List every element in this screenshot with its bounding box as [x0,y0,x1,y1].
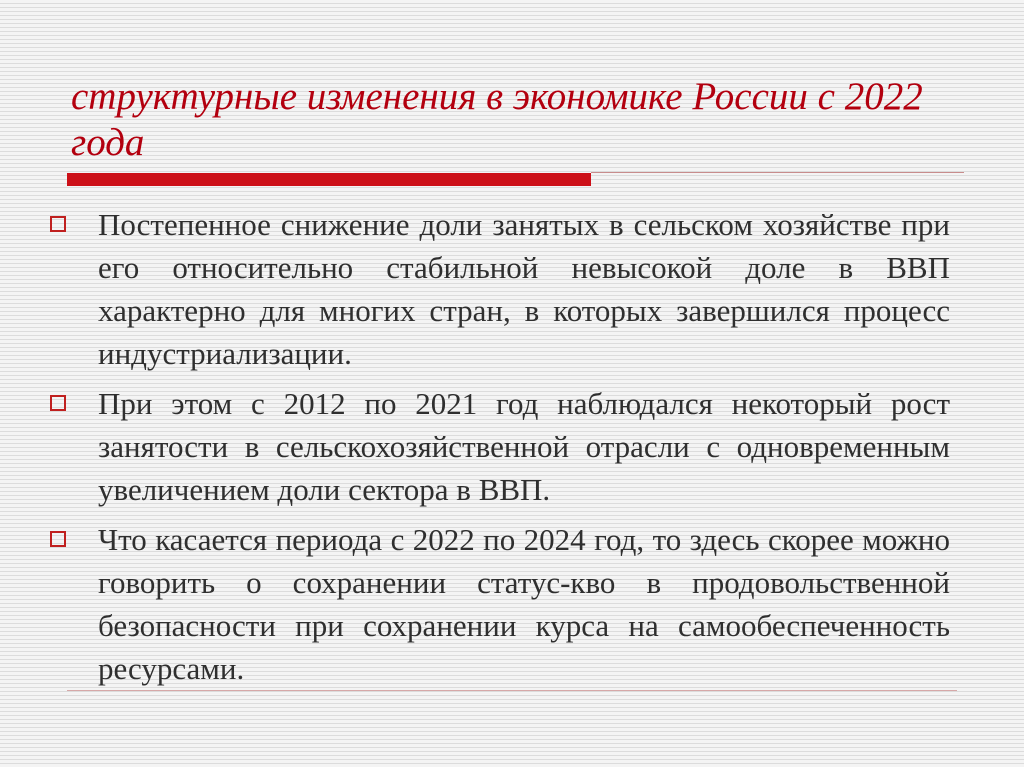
bullet-item [48,382,950,511]
title-underline-thin [591,172,964,173]
bottom-divider [67,690,957,691]
title-underline-thick [67,173,591,186]
hollow-square-bullet-icon [50,216,66,232]
bullet-text: Постепенное снижение доли занятых в сельском хозяйстве при его относительно стабильной невысокой доле в ВВП характерно для многих стран, в которых завершился процесс индустриализации. [98,207,950,371]
bullet-text: Что касается периода с 2022 по 2024 год, то здесь скорее можно говорить о сохранении статус-кво в продовольственной безопасности при сохранении курса на самообеспеченность ресурсами. [98,522,950,686]
slide-title: структурные изменения в экономике России с 2022 года [71,75,923,164]
bullet-item [48,518,950,690]
hollow-square-bullet-icon [50,531,66,547]
bullet-text: При этом с 2012 по 2021 год наблюдался некоторый рост занятости в сельскохозяйственной отрасли с одновременным увеличением доли сектора в ВВП. [98,386,950,507]
bullet-item [48,203,950,375]
bullet-list [48,203,950,697]
hollow-square-bullet-icon [50,395,66,411]
